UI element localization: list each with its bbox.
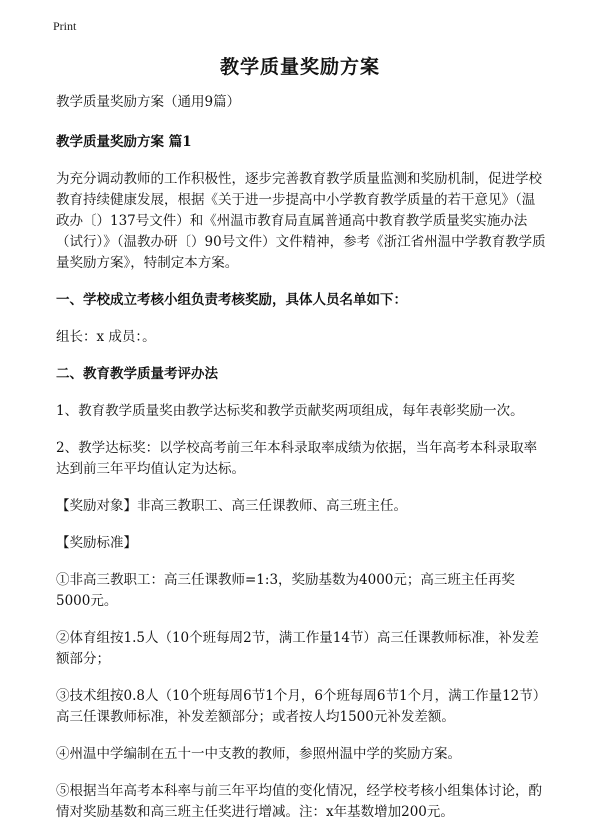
standard-item-4: ④州温中学编制在五十一中支教的教师，参照州温中学的奖励方案。 [56,746,461,762]
standard-item-1: ①非高三教职工：高三任课教师=1:3，奖励基数为4000元；高三班主任再奖5000元。 [56,572,515,609]
print-link[interactable]: Print [53,19,77,33]
heading-evaluation: 二、教育教学质量考评办法 [56,366,218,382]
document-title: 教学质量奖励方案 [219,56,380,78]
document-body [56,92,548,839]
reward-target: 【奖励对象】非高三教职工、高三任课教师、高三班主任。 [56,498,407,514]
standard-item-2: ②体育组按1.5人（10个班每周2节，满工作量14节）高三任课教师标准，补发差额部分； [56,630,539,667]
intro-paragraph: 为充分调动教师的工作积极性，逐步完善教育教学质量监测和奖励机制，促进学校教育持续健康发展，根据《关于进一步提高中小学教育教学质量的若干意见》（温政办〔）137号文件）和《州温市教育局直属普通高中教育教学质量奖实施办法（试行）》（温教办研〔）90号文件）文件精神，参考《浙江省州温中学教育教学质量奖励方案》，特制定本方案。 [56,171,546,271]
standard-item-5: ⑤根据当年高考本科率与前三年平均值的变化情况，经学校考核小组集体讨论，酌情对奖励基数和高三班主任奖进行增减。注：x年基数增加200元。 [56,783,542,820]
evaluation-item-1: 1、教育教学质量奖由教学达标奖和教学贡献奖两项组成，每年表彰奖励一次。 [56,403,524,419]
section-title: 教学质量奖励方案 篇1 [56,134,192,150]
members-line: 组长：x 成员：。 [56,329,156,345]
reward-standard-heading: 【奖励标准】 [56,535,137,551]
heading-committee: 一、学校成立考核小组负责考核奖励，具体人员名单如下： [56,292,407,308]
standard-item-3: ③技术组按0.8人（10个班每周6节1个月，6个班每周6节1个月，满工作量12节）高三任课教师标准，补发差额部分；或者按人均1500元补发差额。 [56,688,547,725]
document-subtitle: 教学质量奖励方案（通用9篇） [56,94,241,110]
evaluation-item-2: 2、教学达标奖：以学校高考前三年本科录取率成绩为依据，当年高考本科录取率达到前三年平均值认定为达标。 [56,440,538,477]
